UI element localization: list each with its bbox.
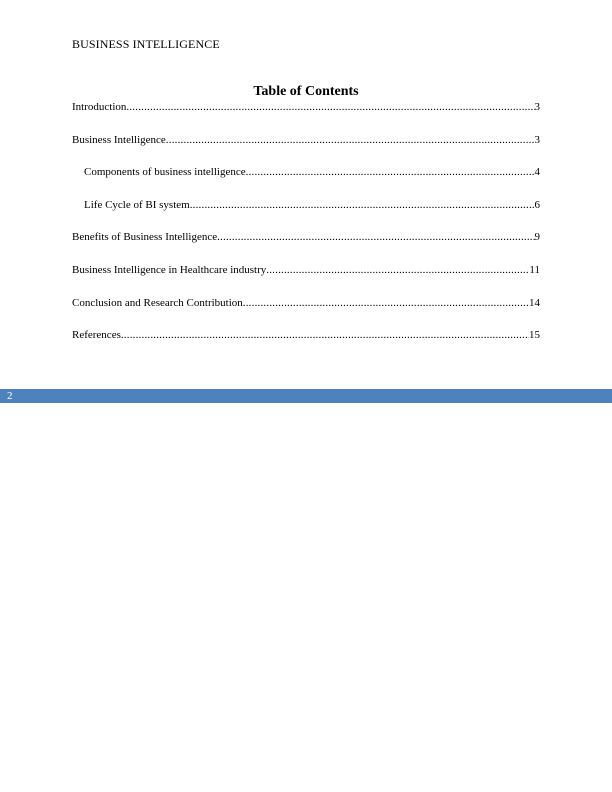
toc-entry-life-cycle[interactable]: [84, 198, 540, 212]
toc-entry-components[interactable]: [84, 165, 540, 179]
toc-leader: [266, 263, 529, 277]
toc-entry-page: 3: [534, 101, 540, 113]
toc-entry-page: 9: [534, 231, 540, 243]
toc-leader: [126, 100, 534, 114]
page-number: 2: [7, 390, 13, 402]
toc-entry-label: References: [72, 329, 121, 341]
toc-leader: [243, 296, 529, 310]
toc-entry-label: Components of business intelligence: [84, 166, 246, 178]
toc-entry-page: 15: [529, 329, 540, 341]
toc-entry-label: Introduction: [72, 101, 127, 113]
toc-entry-conclusion[interactable]: [72, 296, 540, 310]
toc-entry-introduction[interactable]: [72, 100, 540, 114]
toc-leader: [217, 230, 534, 244]
toc-entry-label: Business Intelligence: [72, 134, 166, 146]
toc-entry-business-intelligence[interactable]: [72, 133, 540, 147]
toc-entry-page: 11: [529, 264, 540, 276]
toc-leader: [190, 198, 535, 212]
footer-bar: [0, 389, 612, 403]
toc-entry-label: Benefits of Business Intelligence: [72, 231, 218, 243]
toc-entry-references[interactable]: [72, 328, 540, 342]
toc-entry-page: 4: [534, 166, 540, 178]
toc-entry-page: 6: [534, 199, 540, 211]
toc-entry-page: 3: [534, 134, 540, 146]
toc-entry-healthcare[interactable]: [72, 263, 540, 277]
toc-leader: [246, 165, 535, 179]
toc-entry-label: Life Cycle of BI system: [84, 199, 190, 211]
toc-entry-label: Conclusion and Research Contribution: [72, 297, 243, 309]
toc-entry-page: 14: [529, 297, 540, 309]
toc-title: Table of Contents: [253, 84, 359, 99]
toc-leader: [166, 133, 535, 147]
toc-entry-label: Business Intelligence in Healthcare industry: [72, 264, 267, 276]
toc-leader: [121, 328, 529, 342]
toc-entry-benefits[interactable]: [72, 230, 540, 244]
running-head: BUSINESS INTELLIGENCE: [72, 37, 220, 51]
